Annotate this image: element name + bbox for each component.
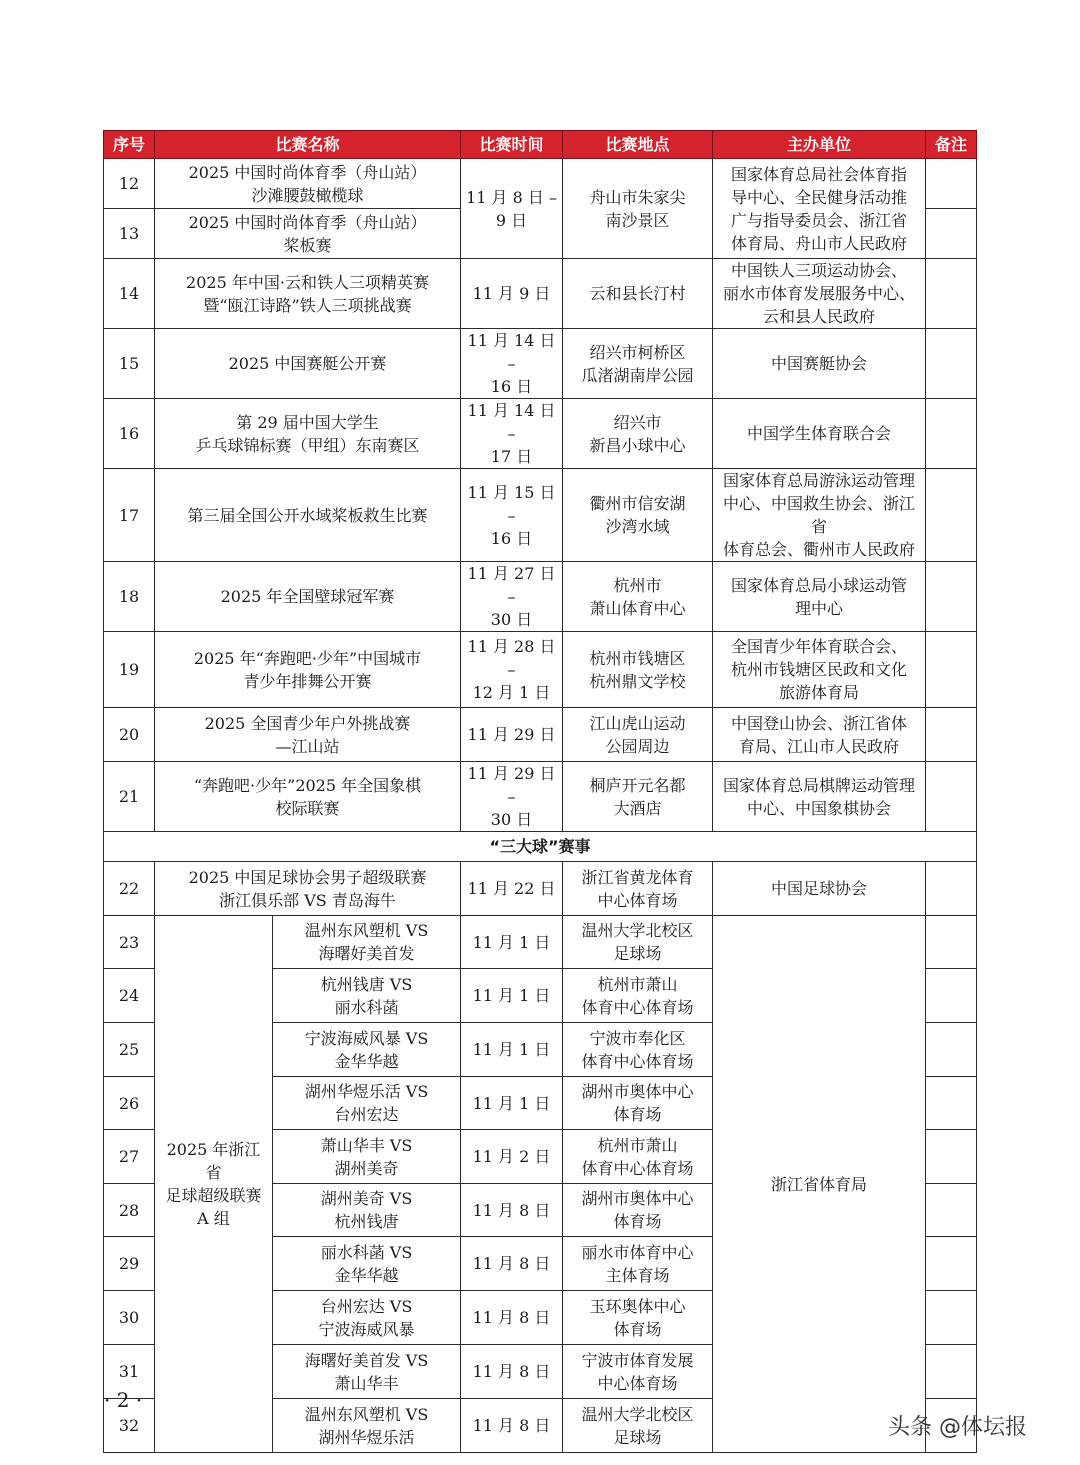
- table-row: [104, 399, 977, 469]
- event-time: 11 月 22 日: [461, 862, 563, 916]
- match-teams: 杭州钱唐 VS 丽水科菡: [273, 969, 461, 1023]
- event-organizer: 中国登山协会、浙江省体 育局、江山市人民政府: [713, 708, 926, 762]
- event-place: 衢州市信安湖 沙湾水域: [563, 469, 713, 562]
- header-time: 比赛时间: [461, 131, 563, 159]
- event-time: 11 月 8 日: [461, 1345, 563, 1399]
- event-organizer: 中国铁人三项运动协会、 丽水市体育发展服务中心、 云和县人民政府: [713, 259, 926, 329]
- event-name: 第 29 届中国大学生 乒乓球锦标赛（甲组）东南赛区: [155, 399, 461, 469]
- event-name: 2025 中国足球协会男子超级联赛 浙江俱乐部 VS 青岛海牛: [155, 862, 461, 916]
- remark-cell: [926, 1237, 977, 1291]
- row-no: 18: [104, 562, 155, 632]
- remark-cell: [926, 862, 977, 916]
- event-place: 宁波市体育发展 中心体育场: [563, 1345, 713, 1399]
- event-organizer: 浙江省体育局: [713, 916, 926, 1453]
- table-row: [104, 329, 977, 399]
- event-name: 2025 年全国壁球冠军赛: [155, 562, 461, 632]
- event-time: 11 月 8 日: [461, 1291, 563, 1345]
- event-time: 11 月 28 日 – 12 月 1 日: [461, 632, 563, 708]
- event-time: 11 月 8 日: [461, 1184, 563, 1237]
- event-place: 浙江省黄龙体育 中心体育场: [563, 862, 713, 916]
- remark-cell: [926, 562, 977, 632]
- event-place: 杭州市萧山 体育中心体育场: [563, 969, 713, 1023]
- header-place: 比赛地点: [563, 131, 713, 159]
- row-no: 31: [104, 1345, 155, 1399]
- remark-cell: [926, 329, 977, 399]
- schedule-table: [103, 130, 977, 1453]
- header-org: 主办单位: [713, 131, 926, 159]
- remark-cell: [926, 1184, 977, 1237]
- event-place: 温州大学北校区 足球场: [563, 916, 713, 969]
- event-organizer: 全国青少年体育联合会、 杭州市钱塘区民政和文化 旅游体育局: [713, 632, 926, 708]
- event-time: 11 月 1 日: [461, 916, 563, 969]
- event-place: 绍兴市柯桥区 瓜渚湖南岸公园: [563, 329, 713, 399]
- event-time: 11 月 1 日: [461, 969, 563, 1023]
- table-row: [104, 469, 977, 562]
- event-place: 杭州市钱塘区 杭州鼎文学校: [563, 632, 713, 708]
- event-name: 2025 中国赛艇公开赛: [155, 329, 461, 399]
- section-title: “三大球”赛事: [104, 832, 977, 862]
- event-time: 11 月 15 日 – 16 日: [461, 469, 563, 562]
- row-no: 13: [104, 209, 155, 259]
- event-place: 杭州市萧山 体育中心体育场: [563, 1130, 713, 1184]
- remark-cell: [926, 1291, 977, 1345]
- row-no: 22: [104, 862, 155, 916]
- row-no: 27: [104, 1130, 155, 1184]
- event-place: 温州大学北校区 足球场: [563, 1399, 713, 1453]
- table-row: [104, 632, 977, 708]
- match-teams: 宁波海威风暴 VS 金华华越: [273, 1023, 461, 1077]
- event-place: 桐庐开元名都 大酒店: [563, 762, 713, 832]
- row-no: 14: [104, 259, 155, 329]
- event-organizer: 中国赛艇协会: [713, 329, 926, 399]
- event-place: 宁波市奉化区 体育中心体育场: [563, 1023, 713, 1077]
- remark-cell: [926, 969, 977, 1023]
- event-organizer: 国家体育总局社会体育指 导中心、全民健身活动推 广与指导委员会、浙江省 体育局、舟山市人民政府: [713, 159, 926, 259]
- table-row: [104, 762, 977, 832]
- header-row: [104, 131, 977, 159]
- remark-cell: [926, 159, 977, 209]
- event-time: 11 月 8 日: [461, 1399, 563, 1453]
- event-time: 11 月 8 日 – 9 日: [461, 159, 563, 259]
- row-no: 24: [104, 969, 155, 1023]
- event-organizer: 国家体育总局游泳运动管理 中心、中国救生协会、浙江省 体育总会、衢州市人民政府: [713, 469, 926, 562]
- event-place: 丽水市体育中心 主体育场: [563, 1237, 713, 1291]
- event-organizer: 国家体育总局小球运动管 理中心: [713, 562, 926, 632]
- table-row: [104, 862, 977, 916]
- remark-cell: [926, 632, 977, 708]
- event-name: 2025 中国时尚体育季（舟山站） 桨板赛: [155, 209, 461, 259]
- event-organizer: 中国学生体育联合会: [713, 399, 926, 469]
- event-time: 11 月 14 日 – 17 日: [461, 399, 563, 469]
- event-place: 绍兴市 新昌小球中心: [563, 399, 713, 469]
- event-name: 第三届全国公开水域桨板救生比赛: [155, 469, 461, 562]
- event-time: 11 月 1 日: [461, 1023, 563, 1077]
- row-no: 30: [104, 1291, 155, 1345]
- event-time: 11 月 9 日: [461, 259, 563, 329]
- header-name: 比赛名称: [155, 131, 461, 159]
- row-no: 25: [104, 1023, 155, 1077]
- row-no: 29: [104, 1237, 155, 1291]
- section-row: [104, 832, 977, 862]
- row-no: 26: [104, 1077, 155, 1130]
- event-time: 11 月 14 日 – 16 日: [461, 329, 563, 399]
- remark-cell: [926, 1130, 977, 1184]
- event-place: 杭州市 萧山体育中心: [563, 562, 713, 632]
- event-time: 11 月 1 日: [461, 1077, 563, 1130]
- remark-cell: [926, 708, 977, 762]
- row-no: 12: [104, 159, 155, 209]
- remark-cell: [926, 762, 977, 832]
- event-place: 舟山市朱家尖 南沙景区: [563, 159, 713, 259]
- event-organizer: 国家体育总局棋牌运动管理 中心、中国象棋协会: [713, 762, 926, 832]
- remark-cell: [926, 399, 977, 469]
- match-teams: 台州宏达 VS 宁波海威风暴: [273, 1291, 461, 1345]
- row-no: 17: [104, 469, 155, 562]
- table-row: [104, 562, 977, 632]
- watermark: 头条 @体坛报: [888, 1415, 1027, 1440]
- event-name: “奔跑吧·少年”2025 年全国象棋 校际联赛: [155, 762, 461, 832]
- page-number: · 2 ·: [104, 1388, 143, 1412]
- remark-cell: [926, 916, 977, 969]
- table-row: [104, 916, 977, 969]
- table-row: [104, 708, 977, 762]
- match-teams: 湖州华煜乐活 VS 台州宏达: [273, 1077, 461, 1130]
- league-name: 2025 年浙江省 足球超级联赛 A 组: [155, 916, 273, 1453]
- row-no: 28: [104, 1184, 155, 1237]
- match-teams: 丽水科菡 VS 金华华越: [273, 1237, 461, 1291]
- row-no: 15: [104, 329, 155, 399]
- match-teams: 湖州美奇 VS 杭州钱唐: [273, 1184, 461, 1237]
- remark-cell: [926, 1023, 977, 1077]
- event-name: 2025 年中国·云和铁人三项精英赛 暨“瓯江诗路”铁人三项挑战赛: [155, 259, 461, 329]
- event-organizer: 中国足球协会: [713, 862, 926, 916]
- event-name: 2025 年“奔跑吧·少年”中国城市 青少年排舞公开赛: [155, 632, 461, 708]
- event-time: 11 月 2 日: [461, 1130, 563, 1184]
- remark-cell: [926, 1345, 977, 1399]
- row-no: 21: [104, 762, 155, 832]
- header-no: 序号: [104, 131, 155, 159]
- remark-cell: [926, 209, 977, 259]
- row-no: 32: [104, 1399, 155, 1453]
- row-no: 23: [104, 916, 155, 969]
- match-teams: 萧山华丰 VS 湖州美奇: [273, 1130, 461, 1184]
- event-time: 11 月 8 日: [461, 1237, 563, 1291]
- event-time: 11 月 29 日 – 30 日: [461, 762, 563, 832]
- remark-cell: [926, 1077, 977, 1130]
- header-remark: 备注: [926, 131, 977, 159]
- remark-cell: [926, 469, 977, 562]
- match-teams: 温州东风塑机 VS 海曙好美首发: [273, 916, 461, 969]
- event-place: 江山虎山运动 公园周边: [563, 708, 713, 762]
- event-time: 11 月 27 日 – 30 日: [461, 562, 563, 632]
- event-place: 玉环奥体中心 体育场: [563, 1291, 713, 1345]
- table-row: [104, 259, 977, 329]
- event-name: 2025 中国时尚体育季（舟山站） 沙滩腰鼓橄榄球: [155, 159, 461, 209]
- match-teams: 温州东风塑机 VS 湖州华煜乐活: [273, 1399, 461, 1453]
- match-teams: 海曙好美首发 VS 萧山华丰: [273, 1345, 461, 1399]
- event-place: 湖州市奥体中心 体育场: [563, 1077, 713, 1130]
- event-place: 云和县长汀村: [563, 259, 713, 329]
- event-time: 11 月 29 日: [461, 708, 563, 762]
- event-place: 湖州市奥体中心 体育场: [563, 1184, 713, 1237]
- row-no: 16: [104, 399, 155, 469]
- row-no: 20: [104, 708, 155, 762]
- remark-cell: [926, 259, 977, 329]
- event-name: 2025 全国青少年户外挑战赛 —江山站: [155, 708, 461, 762]
- table-row: [104, 159, 977, 209]
- row-no: 19: [104, 632, 155, 708]
